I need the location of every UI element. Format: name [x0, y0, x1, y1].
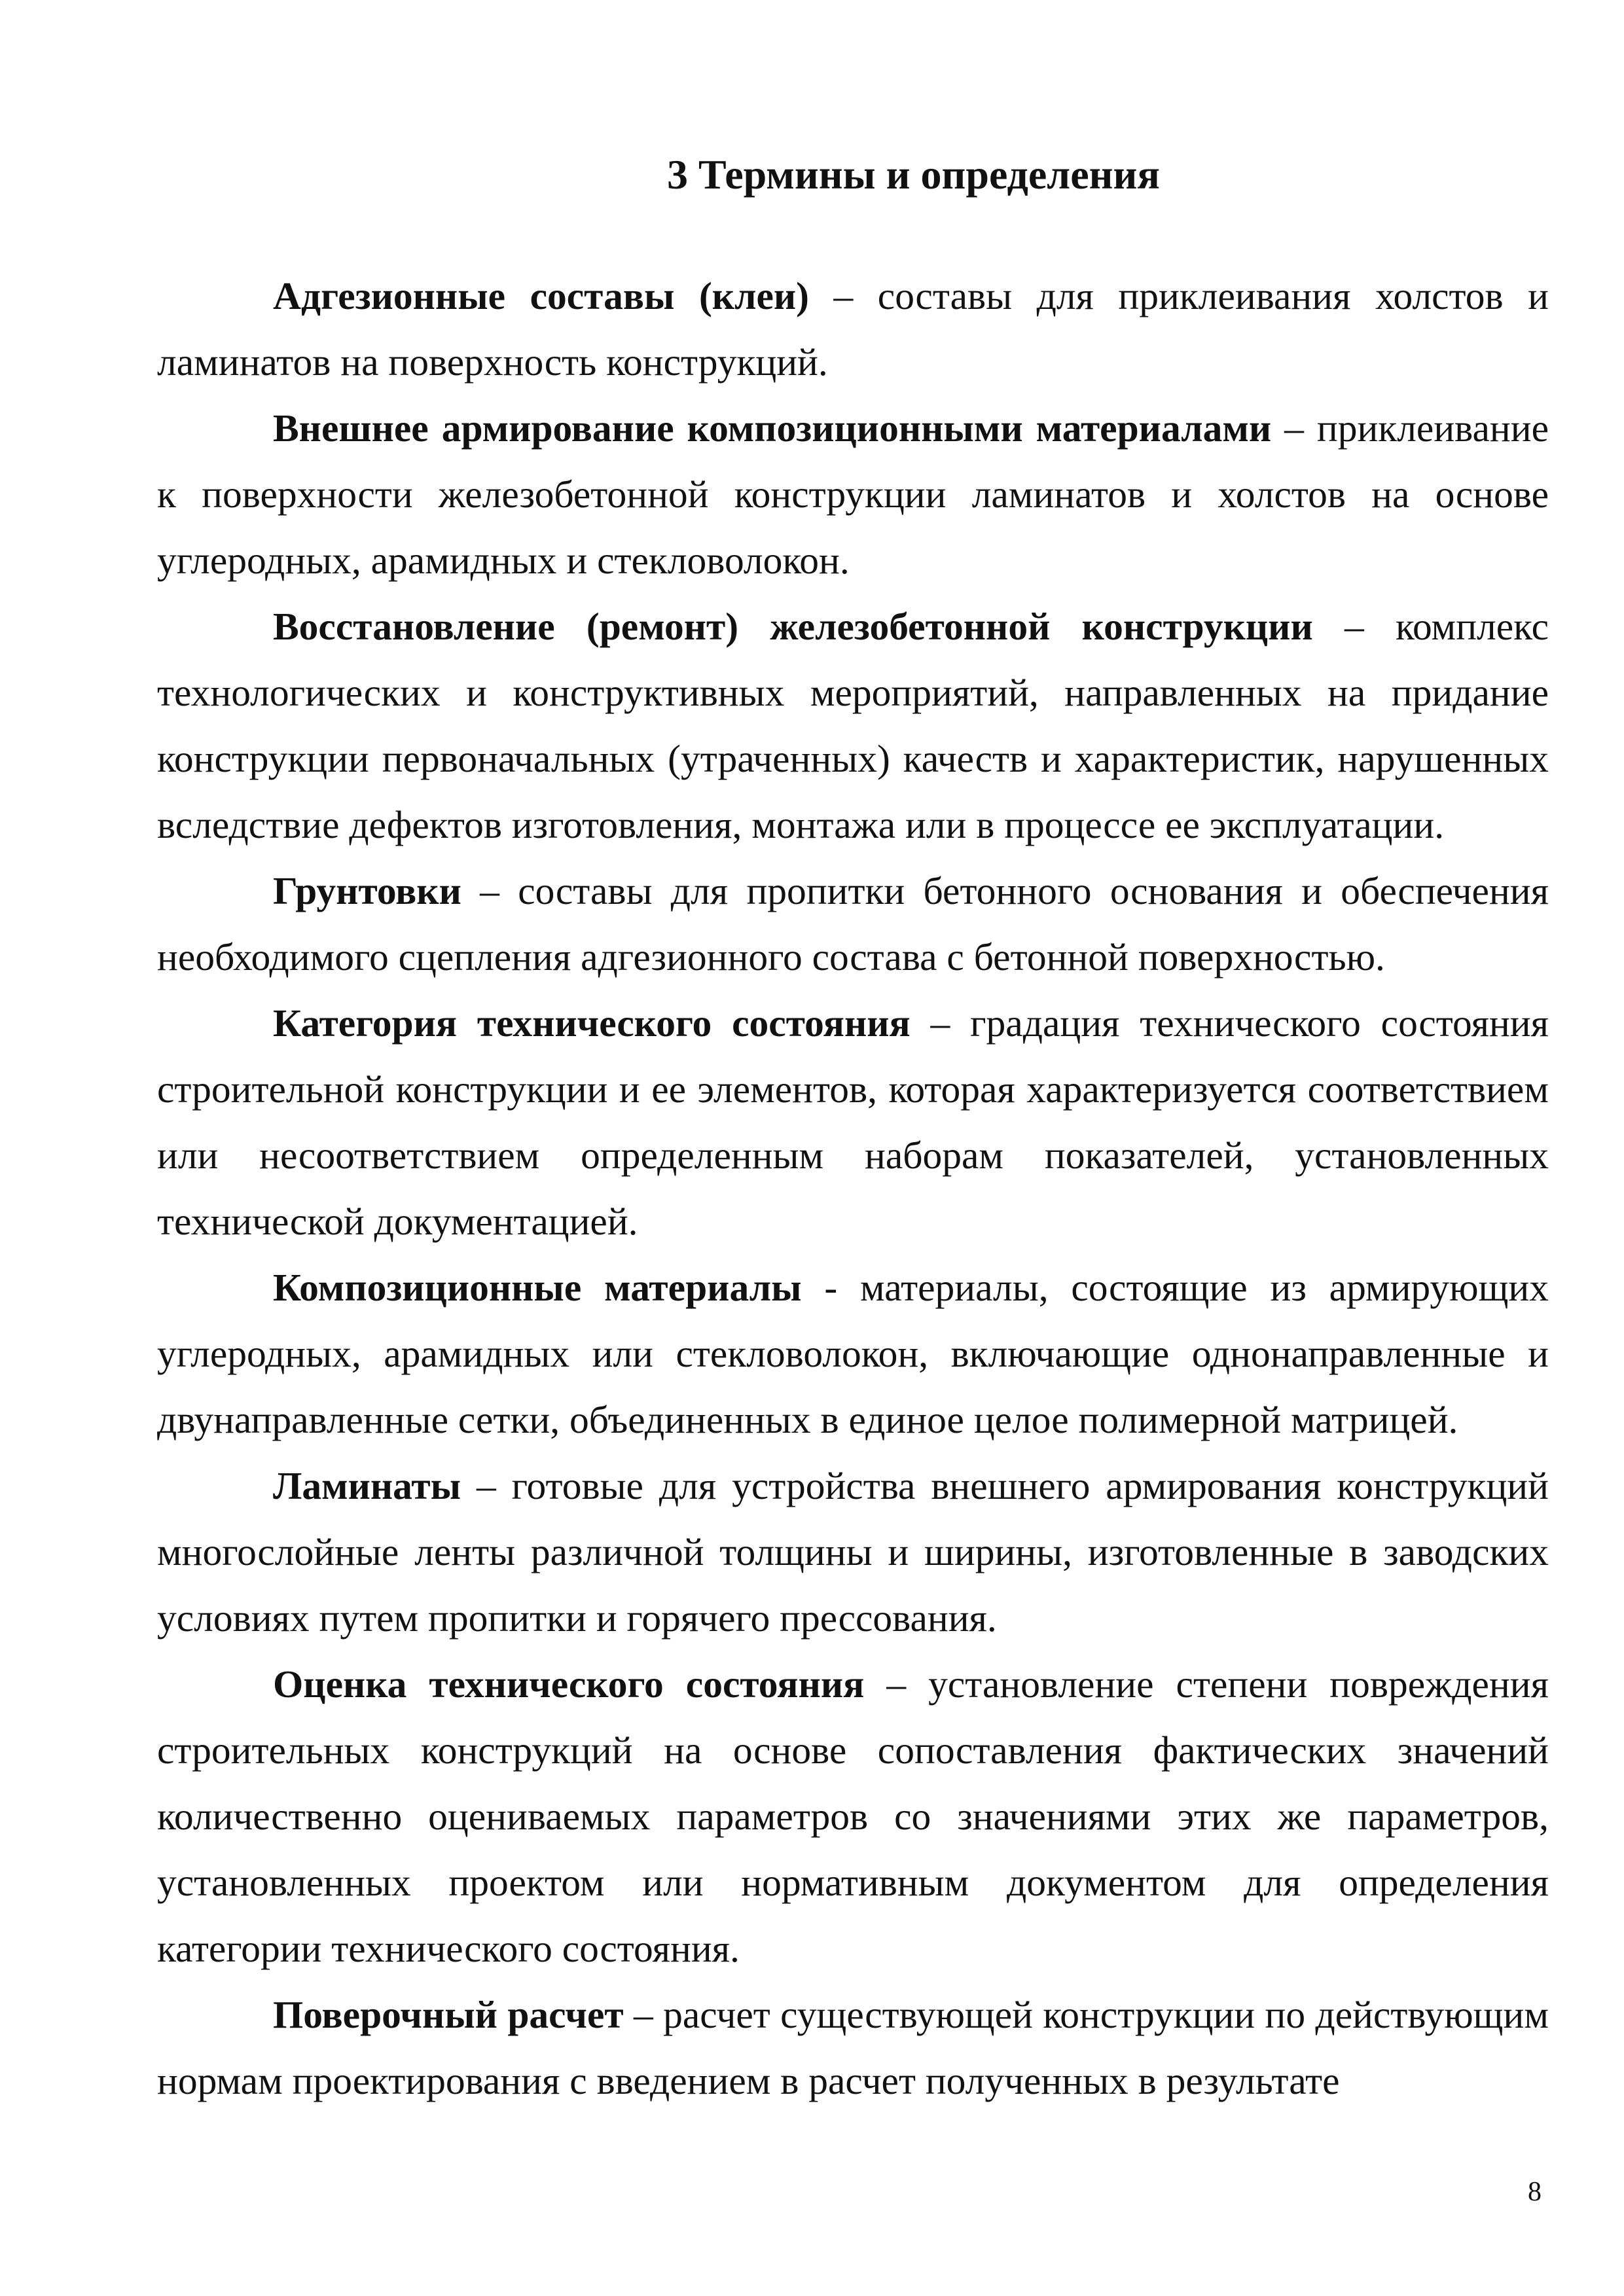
term-paragraph [157, 990, 1549, 1255]
terms-list [157, 263, 1549, 2114]
term-definition: – градация технического состояния строительной конструкции и ее элементов, которая характеризуется соответствием или несоответствием определенным наборам показателей, установленных технической документацией. [157, 1001, 1549, 1243]
term-definition: – составы для приклеивания холстов и ламинатов на поверхность конструкций. [157, 274, 1549, 384]
term-paragraph [157, 1982, 1549, 2114]
term-definition: – составы для пропитки бетонного основания и обеспечения необходимого сцепления адгезионного состава с бетонной поверхностью. [157, 869, 1549, 978]
page-number: 8 [1528, 2177, 1542, 2207]
term-name: Оценка технического состояния [273, 1662, 865, 1706]
term-paragraph [157, 594, 1549, 858]
term-name: Восстановление (ремонт) железобетонной конструкции [273, 605, 1313, 648]
term-definition: – готовые для устройства внешнего армирования конструкций многослойные ленты различной толщины и ширины, изготовленные в заводских условиях путем пропитки и горячего прессования. [157, 1464, 1549, 1640]
term-paragraph [157, 1255, 1549, 1453]
term-paragraph [157, 1651, 1549, 1982]
term-paragraph [157, 858, 1549, 990]
term-definition: – приклеивание к поверхности железобетонной конструкции ламинатов и холстов на основе углеродных, арамидных и стекловолокон. [157, 406, 1549, 582]
term-definition: - материалы, состоящие из армирующих углеродных, арамидных или стекловолокон, включающие однонаправленные и двунаправленные сетки, объединенных в единое целое полимерной матрицей. [157, 1266, 1549, 1441]
term-name: Адгезионные составы (клеи) [273, 274, 809, 317]
term-definition: – установление степени повреждения строительных конструкций на основе сопоставления фактических значений количественно оцениваемых параметров со значениями этих же параметров, установленных проектом или нормативным документом для определения категории технического состояния. [157, 1662, 1549, 1970]
term-paragraph [157, 263, 1549, 395]
term-paragraph [157, 395, 1549, 594]
term-name: Поверочный расчет [273, 1993, 624, 2036]
term-paragraph [157, 1453, 1549, 1651]
term-name: Категория технического состояния [273, 1001, 911, 1045]
section-title: 3 Термины и определения [667, 151, 1160, 198]
term-name: Внешнее армирование композиционными материалами [273, 406, 1272, 450]
term-name: Грунтовки [273, 869, 461, 912]
term-definition: – расчет существующей конструкции по действующим нормам проектирования с введением в расчет полученных в результате [157, 1993, 1549, 2102]
term-name: Композиционные материалы [273, 1266, 802, 1309]
term-name: Ламинаты [273, 1464, 461, 1507]
term-definition: – комплекс технологических и конструктивных мероприятий, направленных на придание конструкции первоначальных (утраченных) качеств и характеристик, нарушенных вследствие дефектов изготовления, монтажа или в процессе ее эксплуатации. [157, 605, 1549, 846]
